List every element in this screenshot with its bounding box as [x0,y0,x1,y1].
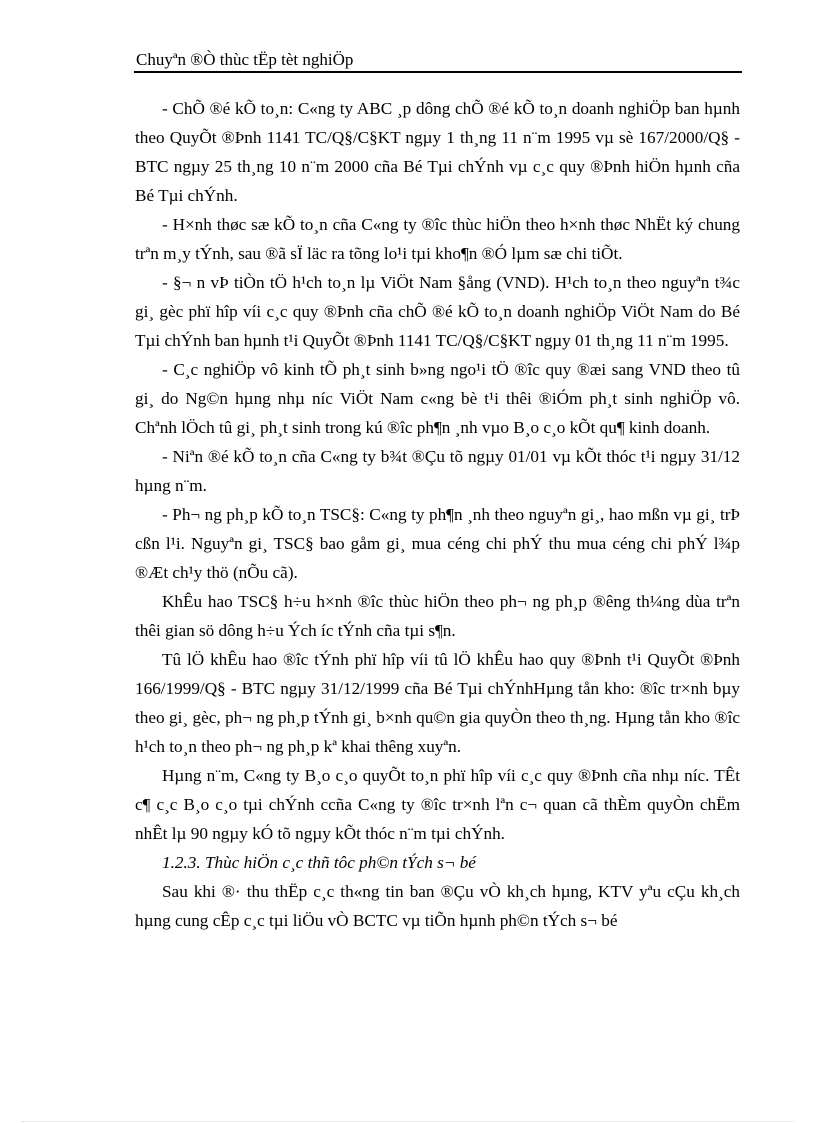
document-body [135,94,740,935]
paragraph: - §¬ n vÞ tiÒn tÖ h¹ch to¸n lµ ViÖt Nam §ång (VND). H¹ch to¸n theo nguyªn t¾c gi¸ gèc phï hîp víi c¸c quy ®Þnh cña chÕ ®é kÕ to¸n doanh nghiÖp ViÖt Nam do Bé Tµi chÝnh ban hµnh t¹i QuyÕt ®Þnh 1141 TC/Q§/C§KT ngµy 01 th¸ng 11 n¨m 1995. [135,273,740,350]
closing-paragraph: Sau khi ®· thu thËp c¸c th«ng tin ban ®Çu vÒ kh¸ch hµng, KTV yªu cÇu kh¸ch hµng cung cÊp c¸c tµi liÖu vÒ BCTC vµ tiÕn hµnh ph©n tÝch s¬ bé [135,882,740,930]
page-bottom-border [22,1121,794,1122]
paragraph: - Niªn ®é kÕ to¸n cña C«ng ty b¾t ®Çu tõ ngµy 01/01 vµ kÕt thóc t¹i ngµy 31/12 hµng n¨m. [135,447,740,495]
paragraph: - C¸c nghiÖp vô kinh tÕ ph¸t sinh b»ng ngo¹i tÖ ®îc quy ®æi sang VND theo tû gi¸ do Ng©n hµng nhµ níc ViÖt Nam c«ng bè t¹i thêi ®iÓm ph¸t sinh nghiÖp vô. Chªnh lÖch tû gi¸ ph¸t sinh trong kú ®îc ph¶n ¸nh vµo B¸o c¸o kÕt qu¶ kinh doanh. [135,360,740,437]
paragraph: Tû lÖ khÊu hao ®îc tÝnh phï hîp víi tû lÖ khÊu hao quy ®Þnh t¹i QuyÕt ®Þnh 166/1999/Q§ - BTC ngµy 31/12/1999 cña Bé Tµi chÝnhHµng tån kho: ®îc tr×nh bµy theo gi¸ gèc, ph¬ ng ph¸p tÝnh gi¸ b×nh qu©n gia quyÒn theo th¸ng. Hµng tån kho ®îc h¹ch to¸n theo ph¬ ng ph¸p kª khai thêng xuyªn. [135,650,740,756]
paragraph: - ChÕ ®é kÕ to¸n: C«ng ty ABC ¸p dông chÕ ®é kÕ to¸n doanh nghiÖp ban hµnh theo QuyÕt ®Þnh 1141 TC/Q§/C§KT ngµy 1 th¸ng 11 n¨m 1995 vµ sè 167/2000/Q§ - BTC ngµy 25 th¸ng 10 n¨m 2000 cña Bé Tµi chÝnh vµ c¸c quy ®Þnh hiÖn hµnh cña Bé Tµi chÝnh. [135,99,740,205]
paragraph: Hµng n¨m, C«ng ty B¸o c¸o quyÕt to¸n phï hîp víi c¸c quy ®Þnh cña nhµ níc. TÊt c¶ c¸c B¸o c¸o tµi chÝnh ccña C«ng ty ®îc tr×nh lªn c¬ quan cã thÈm quyÒn chËm nhÊt lµ 90 ngµy kÓ tõ ngµy kÕt thóc n¨m tµi chÝnh. [135,766,740,843]
header-rule [134,71,742,73]
page-header: Chuyªn ®Ò thùc tËp tèt nghiÖp [136,50,354,69]
paragraph: KhÊu hao TSC§ h÷u h×nh ®îc thùc hiÖn theo ph¬ ng ph¸p ®êng th¼ng dùa trªn thêi gian sö dông h÷u Ých íc tÝnh cña tµi s¶n. [135,592,740,640]
paragraph: - Ph¬ ng ph¸p kÕ to¸n TSC§: C«ng ty ph¶n ¸nh theo nguyªn gi¸, hao mßn vµ gi¸ trÞ cßn l¹i. Nguyªn gi¸ TSC§ bao gåm gi¸ mua céng chi phÝ thu mua céng chi phÝ l¾p ®Æt ch¹y thö (nÕu cã). [135,505,740,582]
section-heading: 1.2.3. Thùc hiÖn c¸c thñ tôc ph©n tÝch s¬ bé [162,853,476,872]
paragraph: - H×nh thøc sæ kÕ to¸n cña C«ng ty ®îc thùc hiÖn theo h×nh thøc NhËt ký chung trªn m¸y tÝnh, sau ®ã sÏ läc ra tõng lo¹i tµi kho¶n ®Ó lµm sæ chi tiÕt. [135,215,740,263]
